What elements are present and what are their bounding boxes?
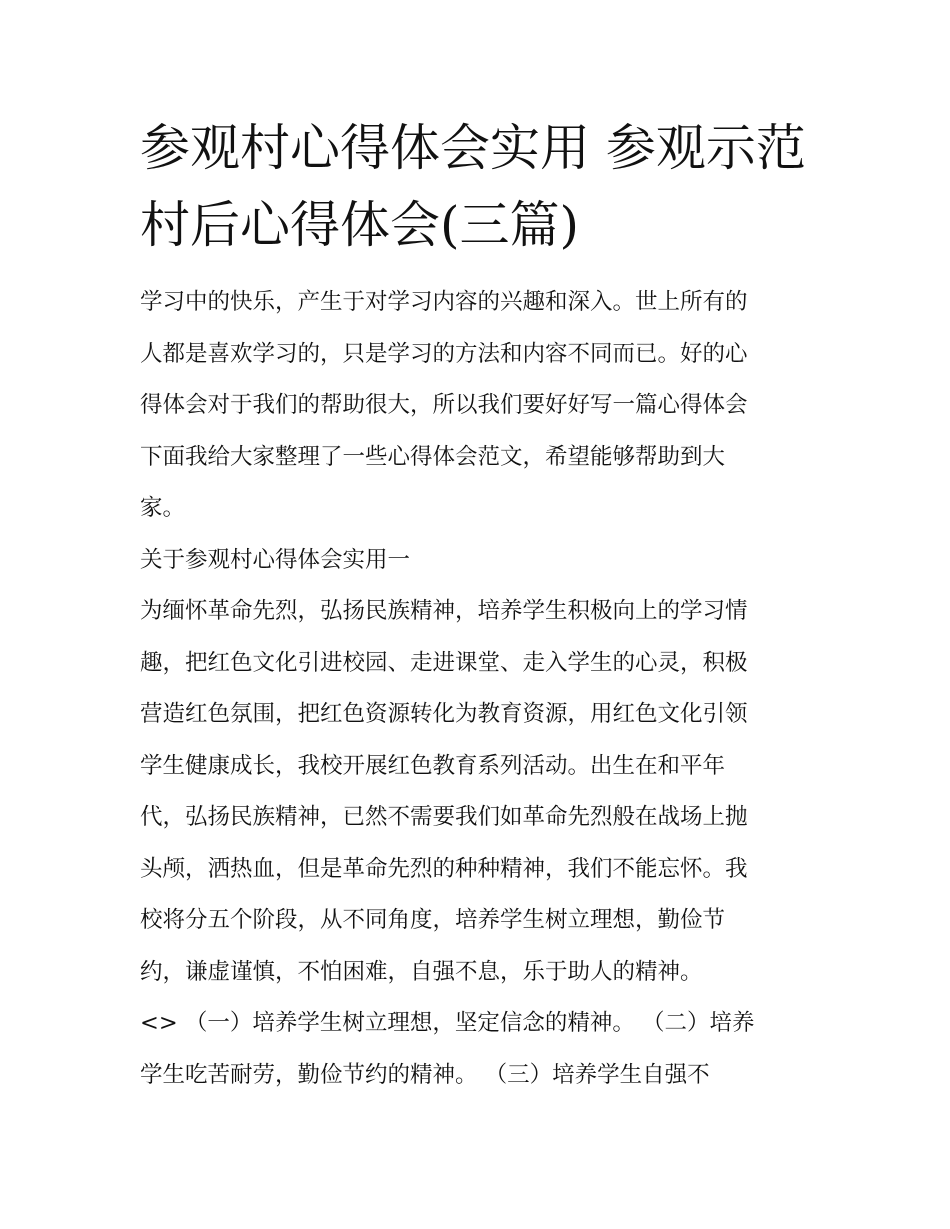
section-line: 头颅，洒热血，但是革命先烈的种种精神，我们不能忘怀。我 bbox=[140, 855, 748, 882]
section-line: 学生健康成长，我校开展红色教育系列活动。出生在和平年 bbox=[140, 752, 726, 779]
intro-line: 家。 bbox=[140, 495, 186, 521]
section-line: 约，谦虚谨慎，不怕困难，自强不息，乐于助人的精神。 bbox=[140, 958, 703, 985]
intro-line: 人都是喜欢学习的，只是学习的方法和内容不同而已。好的心 bbox=[140, 340, 748, 367]
section-line: 营造红色氛围，把红色资源转化为教育资源，用红色文化引领 bbox=[140, 701, 748, 727]
section-line: 趣，把红色文化引进校园、走进课堂、走入学生的心灵，积极 bbox=[140, 649, 748, 676]
section-heading: 关于参观村心得体会实用一 bbox=[140, 546, 411, 573]
intro-line: 学习中的快乐，产生于对学习内容的兴趣和深入。世上所有的 bbox=[140, 289, 748, 315]
section-paragraph bbox=[140, 586, 820, 1101]
title-line-2: 村后心得体会(三篇) bbox=[140, 196, 580, 254]
intro-line: 下面我给大家整理了一些心得体会范文，希望能够帮助到大 bbox=[140, 443, 726, 470]
section-line: 为缅怀革命先烈，弘扬民族精神，培养学生积极向上的学习情 bbox=[140, 598, 748, 624]
document-body bbox=[140, 277, 820, 1101]
section-line: 校将分五个阶段，从不同角度，培养学生树立理想，勤俭节 bbox=[140, 907, 726, 933]
page-title bbox=[140, 110, 820, 264]
section-line: 学生吃苦耐劳，勤俭节约的精神。 （三）培养学生自强不 bbox=[140, 1061, 710, 1088]
title-line-1: 参观村心得体会实用 参观示范 bbox=[140, 119, 806, 177]
intro-line: 得体会对于我们的帮助很大，所以我们要好好写一篇心得体会 bbox=[140, 392, 748, 418]
section-line: 代，弘扬民族精神，已然不需要我们如革命先烈般在战场上抛 bbox=[140, 804, 748, 830]
intro-paragraph bbox=[140, 277, 820, 535]
section-line: <> （一）培养学生树立理想，坚定信念的精神。 （二）培养 bbox=[140, 1010, 755, 1036]
